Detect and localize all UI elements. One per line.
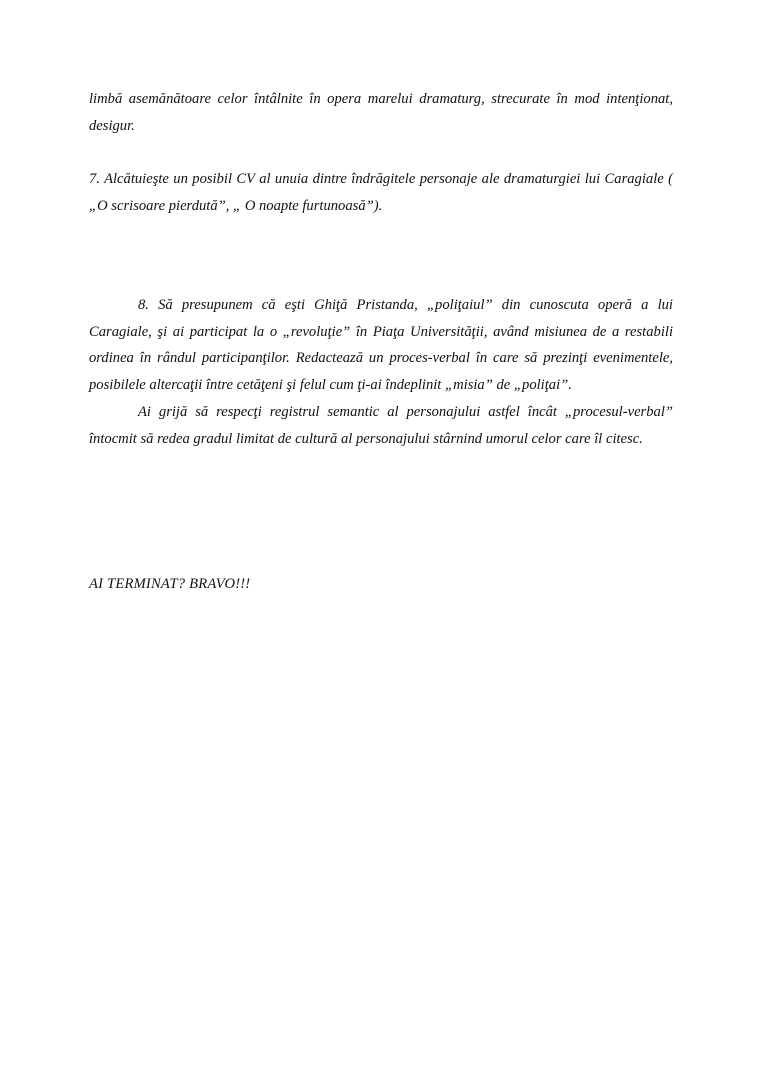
exercise-8: 8. Să presupunem că eşti Ghiţă Pristanda, „poliţaiul” din cunoscuta operă a lui Caragiale, şi ai participat la o „revoluţie” în Piaţa Universităţii, având misiunea de a restabili ordinea în rândul participanţilor. Redactează un proces-verbal în care să prezinţi evenimentele, posibilele altercaţii între cetăţeni şi felul cum ţi-ai îndeplinit „misia” de „poliţai”. — [89, 297, 673, 394]
exercise-8-instruction: Ai grijă să respecţi registrul semantic al personajului astfel încât „procesul-verbal” întocmit să redea gradul limitat de cultură al personajului stârnind umorul celor care îl citesc. — [89, 403, 673, 447]
exercise-8-block — [89, 292, 673, 452]
closing-message: AI TERMINAT? BRAVO!!! — [89, 576, 251, 592]
paragraph-continuation: limbă asemănătoare celor întâlnite în opera marelui dramaturg, strecurate în mod intenţionat, desigur. — [89, 91, 673, 134]
exercise-7: 7. Alcătuieşte un posibil CV al unuia dintre îndrăgitele personaje ale dramaturgiei lui Caragiale ( „O scrisoare pierdută”, „ O noapte furtunoasă”). — [89, 171, 673, 214]
